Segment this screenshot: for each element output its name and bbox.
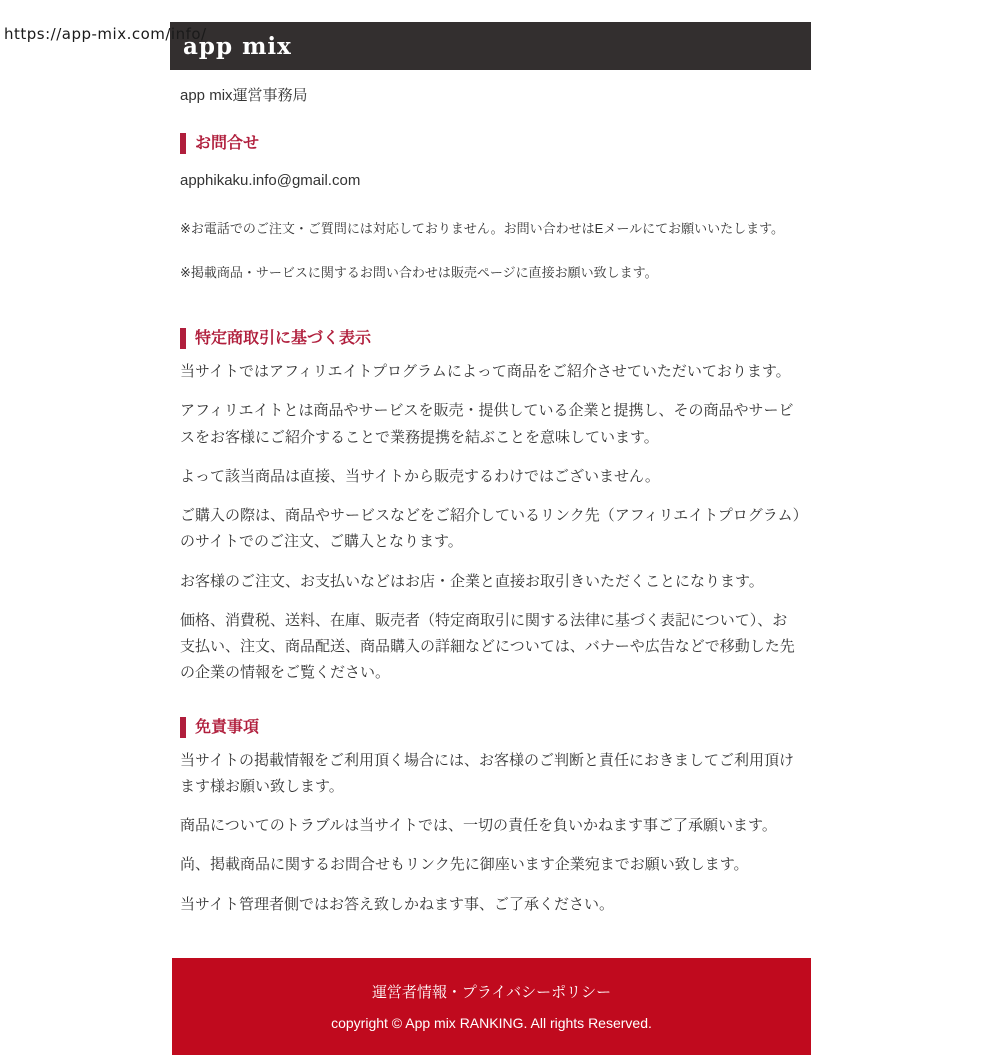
site-footer — [172, 958, 811, 1055]
section-commerce-disclosure — [180, 328, 801, 687]
page-column — [170, 22, 811, 1055]
commerce-heading: 特定商取引に基づく表示 — [180, 328, 801, 349]
commerce-paragraph: 価格、消費税、送料、在庫、販売者（特定商取引に関する法律に基づく表記について）、お支払い、注文、商品配送、商品購入の詳細などについては、バナーや広告などで移動した先の企業の情報をご覧ください。 — [180, 611, 795, 682]
disclaimer-heading: 免責事項 — [180, 717, 801, 738]
commerce-paragraph: ご購入の際は、商品やサービスなどをご紹介しているリンク先（アフィリエイトプログラム）のサイトでのご注文、ご購入となります。 — [180, 507, 801, 551]
main-content — [170, 83, 811, 918]
commerce-paragraph: お客様のご注文、お支払いなどはお店・企業と直接お取引きいただくことになります。 — [180, 572, 764, 590]
site-logo[interactable]: app mix — [183, 32, 292, 60]
disclaimer-paragraph: 当サイトの掲載情報をご利用頂く場合には、お客様のご判断と責任におきましてご利用頂けます様お願い致します。 — [180, 751, 794, 795]
copyright-text: copyright © App mix RANKING. All rights Reserved. — [331, 1015, 652, 1032]
commerce-paragraph: よって該当商品は直接、当サイトから販売するわけではございません。 — [180, 467, 660, 485]
section-disclaimer — [180, 717, 801, 918]
browser-url-caption: https://app-mix.com/info/ — [4, 25, 207, 43]
site-header — [170, 22, 811, 70]
contact-email: apphikaku.info@gmail.com — [180, 172, 361, 190]
contact-note-products: ※掲載商品・サービスに関するお問い合わせは販売ページに直接お願い致します。 — [180, 265, 658, 281]
disclaimer-paragraph: 尚、掲載商品に関するお問合せもリンク先に御座います企業宛までお願い致します。 — [180, 856, 749, 874]
commerce-paragraph: アフィリエイトとは商品やサービスを販売・提供している企業と提携し、その商品やサービスをお客様にご紹介することで業務提携を結ぶことを意味しています。 — [180, 402, 794, 446]
operator-line: app mix運営事務局 — [180, 87, 308, 104]
disclaimer-paragraph: 商品についてのトラブルは当サイトでは、一切の責任を負いかねます事ご了承願います。 — [180, 817, 777, 835]
contact-note-phone: ※お電話でのご注文・ご質問には対応しておりません。お問い合わせはEメールにてお願いいたします。 — [180, 220, 785, 236]
commerce-paragraph: 当サイトではアフィリエイトプログラムによって商品をご紹介させていただいております。 — [180, 363, 791, 381]
disclaimer-paragraph: 当サイト管理者側ではお答え致しかねます事、ご了承ください。 — [180, 895, 614, 913]
contact-heading: お問合せ — [180, 133, 801, 154]
section-contact — [180, 133, 801, 284]
footer-privacy-link[interactable]: 運営者情報・プライバシーポリシー — [371, 984, 612, 1002]
